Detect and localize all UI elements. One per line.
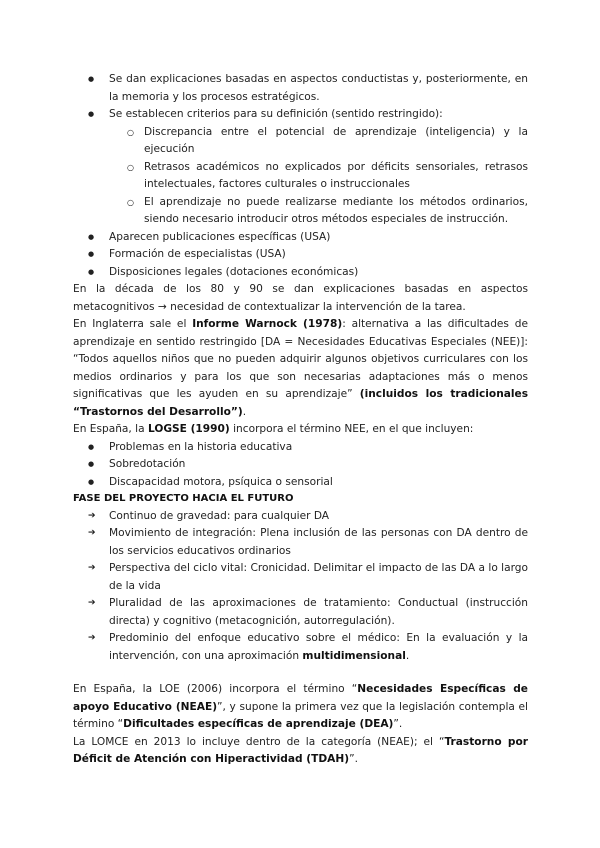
section-legislation (73, 681, 528, 769)
list-item: ● Sobredotación (73, 456, 528, 474)
text-span: ”. (349, 753, 358, 765)
text-span: En España, la LOE (2006) incorpora el término “ (73, 683, 358, 695)
paragraph: En la década de los 80 y 90 se dan explicaciones basadas en aspectos metacognitivos → necesidad de contextualizar la intervención de la tarea. (73, 283, 528, 313)
list-item: ● Disposiciones legales (dotaciones económicas) (73, 264, 528, 282)
list-item: ● Aparecen publicaciones específicas (USA) (73, 229, 528, 247)
list-item: ● Formación de especialistas (USA) (73, 246, 528, 264)
bold-term: Informe Warnock (1978) (192, 318, 343, 330)
sub-list-item: ○ Discrepancia entre el potencial de aprendizaje (inteligencia) y la ejecución (109, 124, 528, 159)
text-span: ”. (393, 718, 403, 730)
text-span: incorpora el término NEE, en el que incluyen: (229, 423, 474, 435)
section-metacognitive (73, 281, 528, 491)
bullet-list (73, 439, 528, 492)
arrow-list-item: ➔ Perspectiva del ciclo vital: Cronicidad. Delimitar el impacto de las DA a lo largo de la vida (73, 560, 528, 595)
bullet-list (73, 229, 528, 282)
bold-term: (incluidos los tradicionales “Trastornos del Desarrollo”) (73, 388, 529, 418)
list-item: ● Se dan explicaciones basadas en aspectos conductistas y, posteriormente, en la memoria y los procesos estratégicos. (73, 71, 528, 106)
sub-bullet-list (109, 124, 528, 229)
bold-term: LOGSE (1990) (147, 423, 230, 435)
bold-term: Trastorno por Déficit de Atención con Hiperactividad (TDAH) (73, 735, 528, 765)
paragraph-logse (73, 421, 528, 439)
arrow-list-item: ➔ Pluralidad de las aproximaciones de tratamiento: Conductual (instrucción directa) y cognitivo (metacognición, autorregulación). (73, 595, 528, 630)
bold-term: Dificultades específicas de aprendizaje (DEA) (123, 718, 394, 730)
sub-list-item: ○ El aprendizaje no puede realizarse mediante los métodos ordinarios, siendo necesario introducir otros métodos especiales de instrucción. (109, 194, 528, 229)
text-span: En Inglaterra sale el (73, 318, 193, 330)
arrow-list-item (73, 630, 528, 665)
paragraph-lomce (73, 734, 528, 769)
text-span: . (242, 405, 247, 418)
bold-term: multidimensional (302, 649, 406, 662)
text-span: En España, la (73, 423, 148, 435)
bold-term: Necesidades Específicas de apoyo Educativo (NEAE) (73, 683, 528, 713)
arrow-list (73, 508, 528, 666)
list-item (73, 106, 528, 124)
list-item-text: Se establecen criterios para su definición (sentido restringido): (109, 108, 443, 120)
arrow-list-item: ➔ Movimiento de integración: Plena inclusión de las personas con DA dentro de los servicios educativos ordinarios (73, 525, 528, 560)
section-historical-criteria (73, 71, 528, 281)
bullet-list (73, 71, 528, 124)
text-span: Predominio del enfoque educativo sobre el médico: En la evaluación y la intervención, con una aproximación (109, 632, 528, 662)
paragraph-warnock (73, 316, 528, 421)
arrow-list-item: ➔ Continuo de gravedad: para cualquier DA (73, 508, 528, 526)
paragraph-loe (73, 681, 528, 734)
sub-list-item: ○ Retrasos académicos no explicados por déficits sensoriales, retrasos intelectuales, factores culturales o instruccionales (109, 159, 528, 194)
list-item: ● Problemas en la historia educativa (73, 439, 528, 457)
section-future-phase (73, 490, 528, 665)
text-span: ”, y supone la primera vez que la legislación contempla el término “ (73, 700, 528, 730)
text-span: La LOMCE en 2013 lo incluye dentro de la categoría (NEAE); el “ (73, 735, 445, 748)
text-span: : alternativa a las dificultades de aprendizaje en sentido restringido [DA = Necesidades Educativas Especiales (NEE)]: “Todos aquellos niños que no pueden adquirir algunos objetivos curriculares con los medios ordinarios y para los que son necesarias adaptaciones más o menos significativas que les ayuden en su aprendizaje” (73, 318, 528, 400)
text-span: . (405, 649, 410, 662)
list-item: ● Discapacidad motora, psíquica o sensorial (73, 474, 528, 492)
section-heading: FASE DEL PROYECTO HACIA EL FUTURO (73, 493, 294, 504)
